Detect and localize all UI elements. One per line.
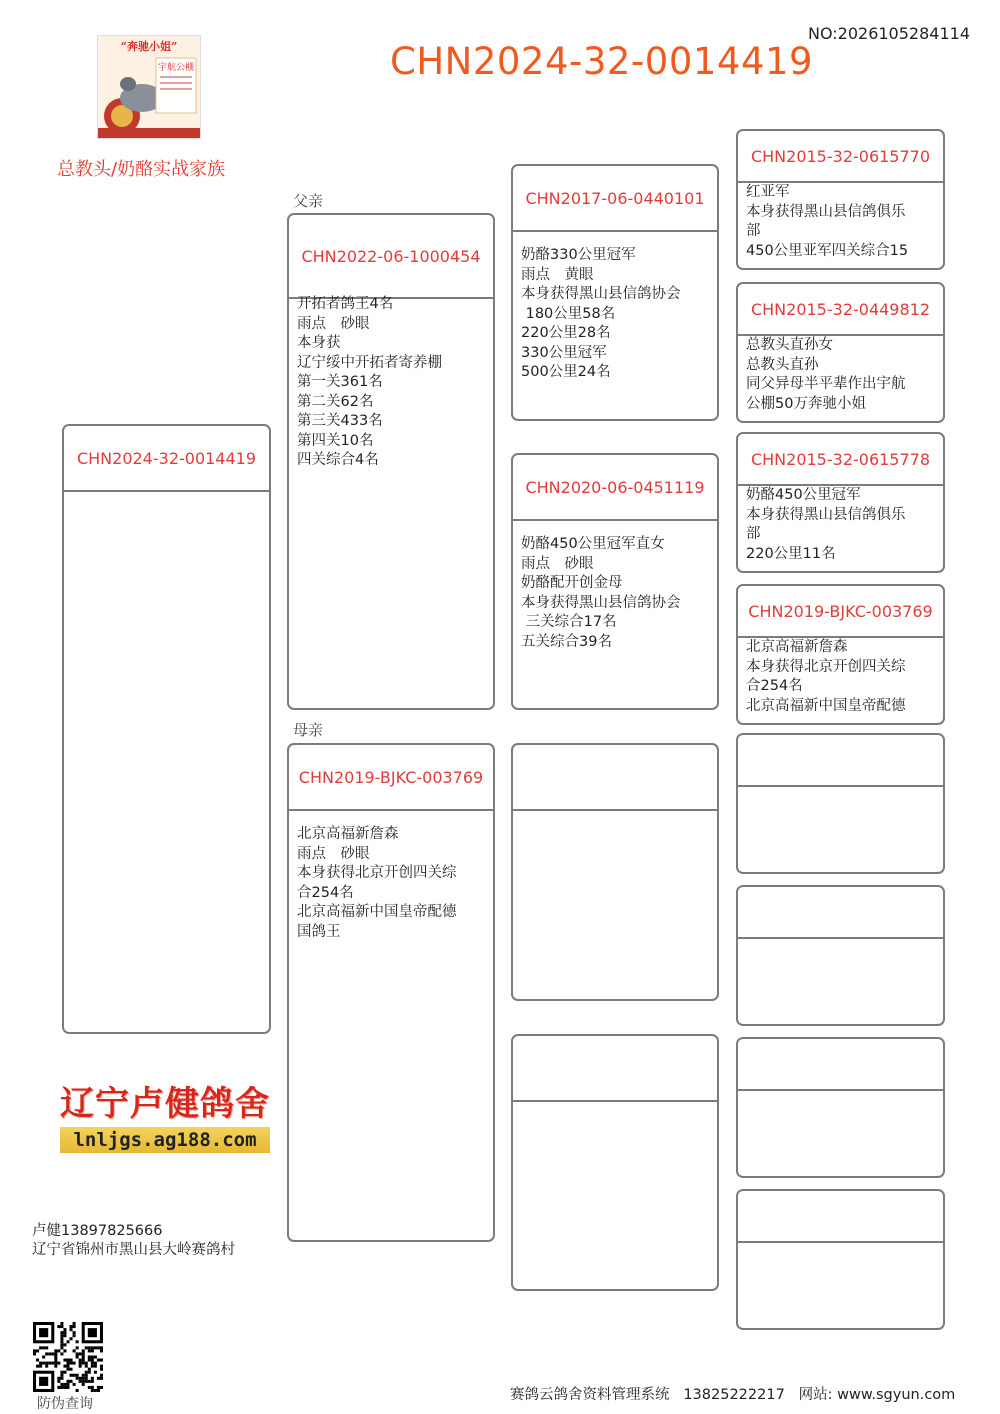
family-subtitle: 总教头/奶酪实战家族 [57,159,226,180]
ggp-card-1 [736,129,945,270]
ggp-details-3: 奶酪450公里冠军 本身获得黑山县信鸽俱乐 部 220公里11名 [746,487,906,562]
loft-logo-image [97,35,201,139]
sire-dam-details: 奶酪450公里冠军直女 雨点 砂眼 奶酪配开创金母 本身获得黑山县信鸽协会 三关综合17名 五关综合39名 [521,536,681,650]
ggp-card-3 [736,432,945,573]
page-title: CHN2024-32-0014419 [390,40,814,83]
ggp-ring-6 [738,887,943,939]
dam-dam-ring [513,1036,717,1102]
ggp-ring-3: CHN2015-32-0615778 [738,434,943,486]
ggp-card-2 [736,282,945,423]
dam-ring: CHN2019-BJKC-003769 [289,745,493,811]
loft-brand-name: 辽宁卢健鸽舍 [60,1084,270,1124]
father-caption: 父亲 [293,192,324,210]
sire-sire-ring: CHN2017-06-0440101 [513,166,717,232]
sire-card [287,213,495,710]
dam-details: 北京高福新詹森 雨点 砂眼 本身获得北京开创四关综 合254名 北京高福新中国皇帝配德 国鸽王 [297,826,457,940]
footer-site-label: 网站: [798,1387,833,1403]
ggp-ring-4: CHN2019-BJKC-003769 [738,586,943,638]
dam-card [287,743,495,1242]
dam-dam-card [511,1034,719,1291]
contact-phone: 卢健13897825666 [32,1223,163,1239]
ggp-card-7 [736,1037,945,1178]
sire-dam-card [511,453,719,710]
logo-badge: 宇航公棚 [157,63,195,73]
ggp-details-2: 总教头直孙女 总教头直孙 同父异母半平辈作出宇航 公棚50万奔驰小姐 [746,337,906,412]
footer-site-link[interactable]: www.sgyun.com [837,1387,956,1403]
ggp-details-1: 红亚军 本身获得黑山县信鸽俱乐 部 450公里亚军四关综合15 [746,184,909,259]
footer-bar [510,1383,955,1404]
ggp-ring-2: CHN2015-32-0449812 [738,284,943,336]
ggp-ring-8 [738,1191,943,1243]
loft-brand-url[interactable]: lnljgs.ag188.com [60,1127,270,1153]
sire-dam-ring: CHN2020-06-0451119 [513,455,717,521]
footer-phone: 13825222217 [683,1387,785,1403]
dam-sire-card [511,743,719,1001]
ggp-card-4 [736,584,945,725]
ggp-ring-7 [738,1039,943,1091]
qr-code-icon[interactable] [33,1322,103,1392]
ggp-card-5 [736,733,945,874]
ggp-details-4: 北京高福新詹森 本身获得北京开创四关综 合254名 北京高福新中国皇帝配德 [746,639,906,714]
sire-ring: CHN2022-06-1000454 [289,215,493,299]
logo-caption: “奔驰小姐” [120,40,178,53]
sire-sire-details: 奶酪330公里冠军 雨点 黄眼 本身获得黑山县信鸽协会 180公里58名 220公里28名 330公里冠军 500公里24名 [521,247,681,380]
footer-system: 赛鸽云鸽舍资料管理系统 [510,1387,670,1403]
ggp-card-6 [736,885,945,1026]
ggp-ring-5 [738,735,943,787]
ggp-ring-1: CHN2015-32-0615770 [738,131,943,183]
mother-caption: 母亲 [293,721,324,739]
contact-info [32,1222,235,1260]
loft-brand-logo [60,1083,270,1155]
dam-sire-ring [513,745,717,811]
sire-sire-card [511,164,719,421]
contact-address: 辽宁省锦州市黑山县大岭赛鸽村 [32,1242,235,1258]
anti-counterfeit-caption: 防伪查询 [37,1396,93,1412]
subject-ring: CHN2024-32-0014419 [64,426,269,492]
document-number: NO:2026105284114 [807,24,970,43]
subject-card [62,424,271,1034]
ggp-card-8 [736,1189,945,1330]
sire-details: 开拓者鸽王4名 雨点 砂眼 本身获 辽宁绥中开拓者寄养棚 第一关361名 第二关62名 第三关433名 第四关10名 四关综合4名 [297,296,442,468]
